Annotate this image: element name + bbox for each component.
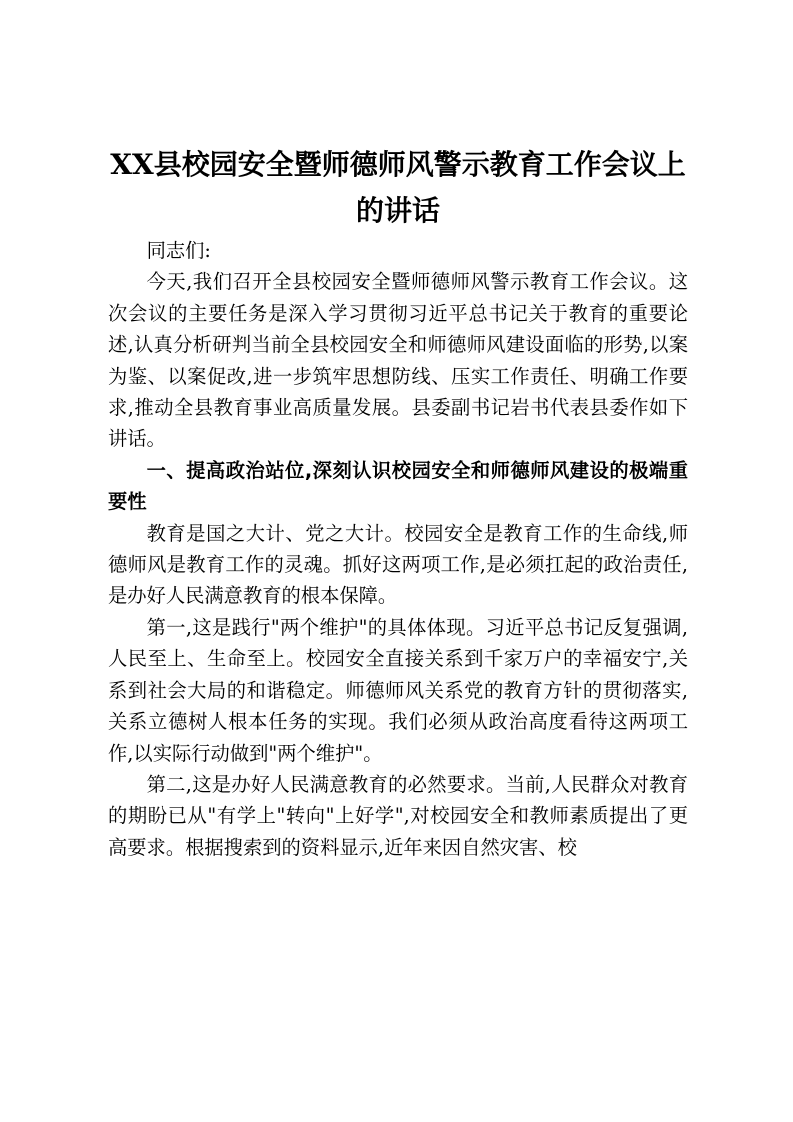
section-heading-1: 一、提高政治站位,深刻认识校园安全和师德师风建设的极端重要性 bbox=[108, 458, 688, 514]
section-1-paragraph-1: 教育是国之大计、党之大计。校园安全是教育工作的生命线,师德师风是教育工作的灵魂。抓好这两项工作,是必须扛起的政治责任,是办好人民满意教育的根本保障。 bbox=[108, 521, 688, 608]
section-1-paragraph-2: 第一,这是践行"两个维护"的具体体现。习近平总书记反复强调,人民至上、生命至上。校园安全直接关系到千家万户的幸福安宁,关系到社会大局的和谐稳定。师德师风关系党的教育方针的贯彻落实,关系立德树人根本任务的实现。我们必须从政治高度看待这两项工作,以实际行动做到"两个维护"。 bbox=[108, 615, 688, 765]
section-1-paragraph-3: 第二,这是办好人民满意教育的必然要求。当前,人民群众对教育的期盼已从"有学上"转向"上好学",对校园安全和教师素质提出了更高要求。根据搜索到的资料显示,近年来因自然灾害、校 bbox=[108, 772, 688, 859]
document-title: XX县校园安全暨师德师风警示教育工作会议上的讲话 bbox=[110, 148, 686, 227]
salutation: 同志们: bbox=[146, 239, 211, 262]
document-content bbox=[108, 142, 688, 863]
intro-paragraph: 今天,我们召开全县校园安全暨师德师风警示教育工作会议。这次会议的主要任务是深入学习贯彻习近平总书记关于教育的重要论述,认真分析研判当前全县校园安全和师德师风建设面临的形势,以案为鉴、以案促改,进一步筑牢思想防线、压实工作责任、明确工作要求,推动全县教育事业高质量发展。县委副书记岩书代表县委作如下讲话。 bbox=[108, 270, 688, 451]
